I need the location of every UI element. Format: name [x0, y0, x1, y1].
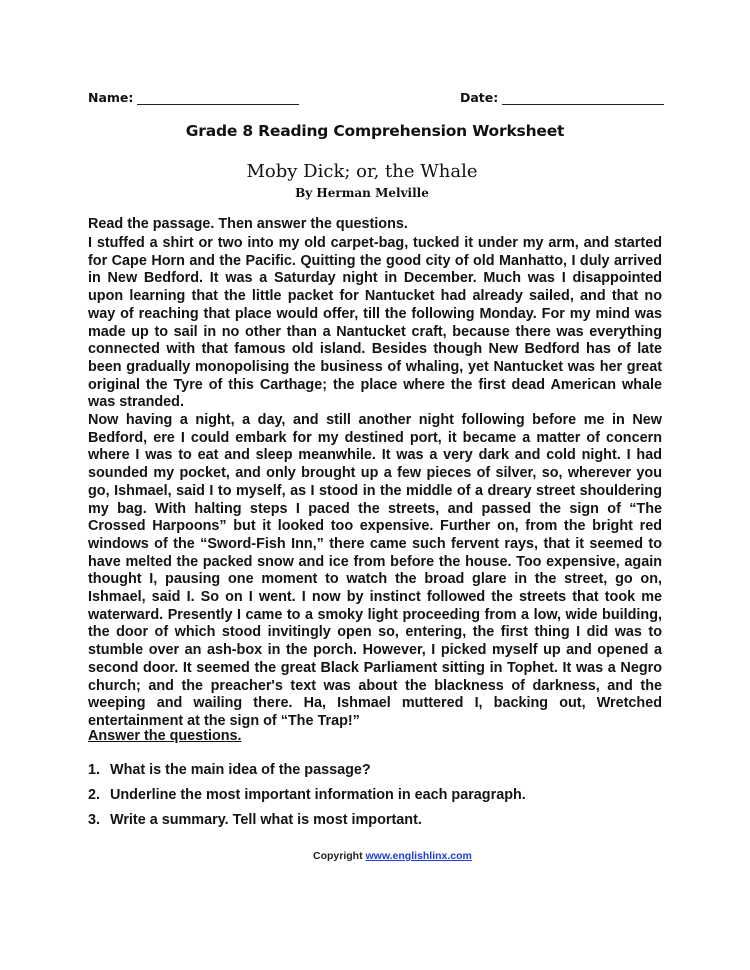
copyright-footer: [313, 850, 472, 862]
date-label: Date:: [460, 90, 499, 105]
name-field: [88, 90, 299, 105]
copyright-label: Copyright: [313, 850, 363, 862]
question-number: 2.: [88, 787, 101, 803]
question-text: What is the main idea of the passage?: [110, 762, 371, 778]
question-item: [88, 762, 526, 787]
question-text: Underline the most important information in each paragraph.: [110, 787, 526, 803]
question-item: [88, 812, 526, 837]
date-blank-line[interactable]: [502, 91, 664, 105]
passage: [88, 235, 662, 731]
question-text: Write a summary. Tell what is most important.: [110, 812, 422, 828]
date-field: [460, 90, 664, 105]
instructions: Read the passage. Then answer the questions.: [88, 216, 408, 232]
question-number: 3.: [88, 812, 101, 828]
questions-heading: Answer the questions.: [88, 728, 242, 744]
englishlinx-link[interactable]: www.englishlinx.com: [365, 850, 472, 862]
name-blank-line[interactable]: [137, 91, 299, 105]
story-author: By Herman Melville: [295, 186, 429, 200]
story-title: Moby Dick; or, the Whale: [246, 161, 478, 182]
name-label: Name:: [88, 90, 134, 105]
question-item: [88, 787, 526, 812]
questions-list: [88, 762, 526, 837]
passage-paragraph: I stuffed a shirt or two into my old carpet-bag, tucked it under my arm, and started for Cape Horn and the Pacific. Quitting the good city of old Manhatto, I duly arrived in New Bedford. It was a Saturday night in December. Much was I disappointed upon learning that the little packet for Nantucket had already sailed, and that no way of reaching that place would offer, till the following Monday. For my mind was made up to sail in no other than a Nantucket craft, because there was everything connected with that famous old island. Besides though New Bedford has of late been gradually monopolising the business of whaling, yet Nantucket was her great original the Tyre of this Carthage; the place where the first dead American whale was stranded.: [88, 235, 662, 411]
passage-paragraph: Now having a night, a day, and still another night following before me in New Bedford, ere I could embark for my destined port, it became a matter of concern where I was to eat and sleep meanwhile. It was a very dark and cold night. I had sounded my pocket, and only brought up a few pieces of silver, so, wherever you go, Ishmael, said I to myself, as I stood in the middle of a dreary street shouldering my bag. With halting steps I paced the streets, and passed the sign of “The Crossed Harpoons” but it looked too expensive. Further on, from the bright red windows of the “Sword-Fish Inn,” there came such fervent rays, that it seemed to have melted the packed snow and ice from before the house. Too expensive, again thought I, pausing one moment to watch the broad glare in the street, go on, Ishmael, said I. So on I went. I now by instinct followed the streets that took me waterward. Presently I came to a smoky light proceeding from a low, wide building, the door of which stood invitingly open so, entering, the first thing I did was to stumble over an ash-box in the porch. However, I picked myself up and opened a second door. It seemed the great Black Parliament sitting in Tophet. It was a Negro church; and the preacher's text was about the blackness of darkness, and the weeping and wailing there. Ha, Ishmael muttered I, backing out, Wretched entertainment at the sign of “The Trap!”: [88, 412, 662, 729]
worksheet-title: Grade 8 Reading Comprehension Worksheet: [185, 122, 565, 140]
question-number: 1.: [88, 762, 101, 778]
